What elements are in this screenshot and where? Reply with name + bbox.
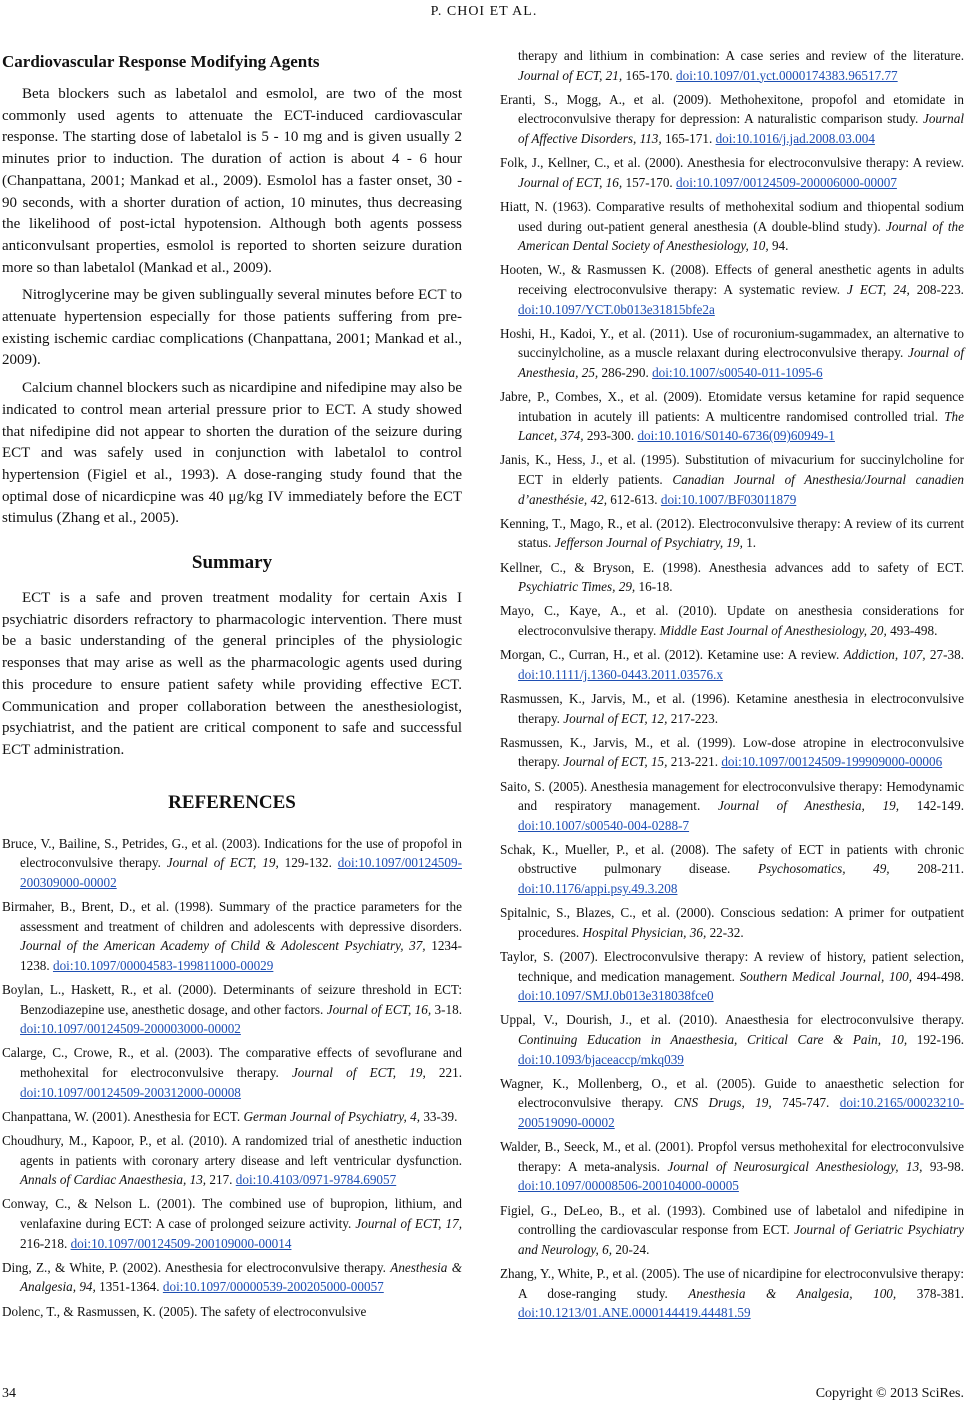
reference-entry (500, 1074, 964, 1133)
reference-text: Kenning, T., Mago, R., et al. (2012). Electroconvulsive therapy: A review of its current status. (500, 515, 964, 551)
reference-venue: Southern Medical Journal, 100, (739, 968, 913, 984)
section-heading: Cardiovascular Response Modifying Agents (2, 52, 320, 71)
reference-text: Jabre, P., Combes, X., et al. (2009). Etomidate versus ketamine for rapid sequence intubation in acutely ill patients: A multicentre randomised controlled trial. (500, 389, 964, 424)
reference-venue: Journal of Anesthesia, 19, (717, 798, 900, 814)
reference-text: Figiel, G., DeLeo, B., et al. (1993). Combined use of labetalol and nifedipine in controlling the cardiovascular response from ECT. (500, 1202, 964, 1238)
reference-entry (500, 903, 964, 942)
reference-text: Dolenc, T., & Rasmussen, K. (2005). The safety of electroconvulsive (2, 1303, 367, 1319)
doi-link[interactable]: doi:10.1097/00004583-199811000-00029 (52, 957, 274, 973)
reference-entry (2, 1302, 462, 1322)
reference-pages: 93-98. (922, 1158, 964, 1174)
reference-venue: Psychiatric Times, 29, (518, 579, 636, 595)
reference-venue: Journal of ECT, 15, (563, 754, 668, 770)
reference-text: Birmaher, B., Brent, D., et al. (1998). Summary of the practice parameters for the assessment and treatment of children and adolescents with depressive disorders. (2, 899, 462, 934)
reference-venue: Journal of Neurosurgical Anesthesiology, 13, (667, 1158, 923, 1174)
doi-link[interactable]: doi:10.1016/S0140-6736(09)60949-1 (637, 428, 835, 444)
reference-venue: Hospital Physician, 36, (582, 924, 707, 940)
reference-text: Ding, Z., & White, P. (2002). Anesthesia for electroconvulsive therapy. (2, 1259, 391, 1275)
reference-entry (500, 153, 964, 192)
reference-venue: Middle East Journal of Anesthesiology, 20, (659, 622, 887, 638)
reference-entry (500, 947, 964, 1006)
body-paragraph: Beta blockers such as labetalol and esmolol, are two of the most commonly used agents to attenuate the ECT-induced cardiovascular response. The starting dose of labetalol is 5 - 10 mg and is given usually 2 minutes prior to induction. The duration of action is about 4 - 6 hour (Chanpattana, 2001; Mankad et al., 2009). Esmolol has a faster onset, 30 - 90 seconds, with a shorter duration of action, 10 minutes, thus decreasing the likelihood of post-ictal hypotension. Although both agents possess anticonvulsant properties, esmolol is reported to shorten seizure duration more so than labetalol (Mankad et al., 2009). (2, 86, 462, 276)
reference-venue: Journal of the American Academy of Child & Adolescent Psychiatry, 37, (20, 938, 426, 954)
reference-pages: 27-38. (925, 647, 964, 663)
reference-entry (500, 645, 964, 684)
reference-pages: 221. (425, 1065, 463, 1080)
reference-venue: Anesthesia & Analgesia, 100, (688, 1285, 897, 1301)
reference-venue: Journal of ECT, 17, (355, 1215, 462, 1231)
reference-text: Eranti, S., Mogg, A., et al. (2009). Methohexitone, propofol and etomidate in electroconvulsive therapy for depression: A naturalistic comparison study. (500, 91, 964, 127)
reference-entry (500, 840, 964, 899)
reference-text: Choudhury, M., Kapoor, P., et al. (2010). A randomized trial of anesthetic induction agents in patients with coronary artery disease and left ventricular dysfunction. (2, 1132, 462, 1168)
reference-venue: Continuing Education in Anaesthesia, Critical Care & Pain, 10, (518, 1032, 908, 1047)
references-heading: REFERENCES (168, 791, 296, 813)
reference-entry (500, 1201, 964, 1260)
reference-pages: 192-196. (907, 1032, 964, 1047)
reference-pages: 3-18. (431, 1001, 462, 1017)
reference-text: Morgan, C., Curran, H., et al. (2012). Ketamine use: A review. (500, 647, 844, 663)
reference-venue: Addiction, 107, (843, 647, 926, 663)
reference-entry (500, 558, 964, 597)
doi-link[interactable]: doi:10.1007/s00540-004-0288-7 (518, 817, 690, 833)
reference-pages: 1. (742, 535, 757, 551)
reference-venue: J ECT, 24, (847, 281, 910, 297)
left-column (2, 46, 462, 1326)
copyright-notice: Copyright © 2013 SciRes. (815, 1386, 964, 1401)
page-number: 34 (2, 1386, 16, 1401)
reference-venue: Journal of ECT, 16, (518, 174, 623, 190)
body-paragraph: Calcium channel blockers such as nicardipine and nifedipine may also be indicated to control mean arterial pressure prior to ECT. A study showed that nifedipine did not appear to shorten the duration of the seizure during ECT and was safely used in conjunction with labetalol to control hypertension (Figiel et al., 1993). A dose-ranging study found that the optimal dose of nicardicpine was 40 μg/kg IV immediately before the ECT stimulus (Zhang et al., 2005). (2, 380, 462, 527)
doi-link[interactable]: doi:10.1213/01.ANE.0000144419.44481.59 (518, 1305, 751, 1321)
reference-pages: 286-290. (598, 364, 653, 380)
doi-link[interactable]: doi:10.1093/bjaceaccp/mkq039 (518, 1051, 684, 1067)
reference-text: Saito, S. (2005). Anesthesia management for electroconvulsive therapy: Hemodynamic and respiratory management. (500, 778, 964, 814)
reference-pages: 157-170. (622, 174, 677, 190)
doi-link[interactable]: doi:10.1097/00124509-200109000-00014 (70, 1235, 292, 1251)
reference-pages: 1351-1364. (95, 1279, 163, 1295)
reference-entry (500, 777, 964, 836)
reference-pages: 217. (206, 1172, 236, 1188)
reference-venue: Journal of Affective Disorders, 113, (518, 111, 964, 146)
reference-entry (500, 1264, 964, 1323)
reference-text: Spitalnic, S., Blazes, C., et al. (2000). Conscious sedation: A primer for outpatient procedures. (500, 905, 964, 940)
reference-entry (2, 1194, 462, 1253)
reference-entry (500, 601, 964, 640)
doi-link[interactable]: doi:10.4103/0971-9784.69057 (235, 1172, 397, 1188)
reference-venue: Canadian Journal of Anesthesia/Journal canadien d’anesthésie, 42, (518, 472, 964, 507)
reference-venue: Annals of Cardiac Anaesthesia, 13, (20, 1172, 207, 1188)
running-head: P. CHOI ET AL. (430, 4, 538, 19)
reference-venue: CNS Drugs, 19, (673, 1095, 772, 1111)
reference-entry (500, 689, 964, 728)
doi-link[interactable]: doi:10.1097/00124509-200309000-00002 (20, 855, 462, 890)
reference-text: Hooten, W., & Rasmussen K. (2008). Effects of general anesthetic agents in adults receiving electroconvulsive therapy: A systematic review. (500, 262, 964, 297)
doi-link[interactable]: doi:10.1007/s00540-011-1095-6 (652, 364, 823, 380)
reference-pages: 378-381. (896, 1285, 964, 1301)
reference-text: Kellner, C., & Bryson, E. (1998). Anesthesia advances add to safety of ECT. (500, 559, 964, 575)
reference-pages: 216-218. (20, 1235, 71, 1251)
doi-link[interactable]: doi:10.1176/appi.psy.49.3.208 (518, 881, 678, 897)
reference-text: Hiatt, N. (1963). Comparative results of methohexital sodium and thiopental sodium used during out-patient general anesthesia (A double-blind study). (500, 198, 964, 234)
reference-pages: 493-498. (886, 622, 938, 638)
reference-text: Zhang, Y., White, P., et al. (2005). The use of nicardipine for electroconvulsive therapy: A dose-ranging study. (500, 1265, 964, 1301)
reference-pages: 208-211. (889, 861, 964, 877)
reference-entry (500, 1010, 964, 1069)
reference-pages: 213-221. (667, 754, 722, 770)
doi-link[interactable]: doi:10.1007/BF03011879 (660, 491, 797, 507)
reference-entry (2, 834, 462, 893)
doi-link[interactable]: doi:10.1097/00124509-199909000-00006 (721, 754, 943, 770)
reference-entry (2, 980, 462, 1039)
reference-pages: 33-39. (420, 1108, 458, 1124)
reference-list-left (2, 834, 462, 1321)
doi-link[interactable]: doi:10.1097/00124509-200003000-00002 (20, 1021, 241, 1037)
reference-pages: 293-300. (583, 428, 638, 444)
reference-pages: 22-32. (706, 924, 744, 940)
reference-entry (2, 897, 462, 975)
doi-link[interactable]: doi:10.1097/SMJ.0b013e318038fce0 (518, 988, 714, 1004)
reference-venue: Journal of ECT, 12, (563, 710, 668, 726)
reference-text: Wagner, K., Mollenberg, O., et al. (2005). Guide to anaesthetic selection for electroconvulsive therapy. (500, 1075, 964, 1111)
reference-entry (500, 260, 964, 319)
reference-entry (500, 450, 964, 509)
reference-text: Boylan, L., Haskett, R., et al. (2000). Determinants of seizure threshold in ECT: Benzodiazepine use, anesthetic dosage, and other factors. (2, 982, 462, 1017)
reference-text: Walder, B., Seeck, M., et al. (2001). Propfol versus methohexital for electroconvulsive therapy: A meta-analysis. (500, 1139, 964, 1174)
reference-text: Hoshi, H., Kadoi, Y., et al. (2011). Use of rocuronium-sugammadex, an alternative to succinylcholine, as a muscle relaxant during electroconvulsive therapy. (500, 325, 964, 361)
reference-pages: 612-613. (607, 491, 661, 507)
reference-pages: 16-18. (635, 579, 673, 595)
reference-text: Taylor, S. (2007). Electroconvulsive therapy: A review of history, patient selection, technique, and medication management. (500, 949, 964, 984)
reference-text: Uppal, V., Dourish, J., et al. (2010). Anaesthesia for electroconvulsive therapy. (500, 1012, 964, 1028)
reference-venue: Anesthesia & Analgesia, 94, (20, 1259, 462, 1295)
reference-entry (500, 387, 964, 446)
doi-link[interactable]: doi:10.1097/00124509-200312000-00008 (20, 1084, 241, 1100)
reference-text: Mayo, C., Kaye, A., et al. (2010). Update on anesthesia considerations for electroconvulsive therapy. (500, 603, 964, 638)
reference-venue: Journal of ECT, 19, (166, 855, 279, 871)
reference-pages: 94. (768, 238, 789, 254)
summary-paragraph: ECT is a safe and proven treatment modality for certain Axis I psychiatric disorders refractory to pharmacologic intervention. There must be a basic understanding of the general principles of the physiologic responses that may arise as well as the pharmacologic agents used during this procedure to ensure patient safety while providing effective ECT. Communication and proper collaboration between the anesthesiologist, psychiatrist, and the patient are critical component to safe and successful ECT administration. (2, 590, 462, 758)
doi-link[interactable]: doi:10.1097/01.yct.0000174383.96517.77 (676, 67, 898, 83)
reference-venue: Journal of Geriatric Psychiatry and Neurology, 6, (518, 1222, 964, 1257)
reference-venue: Journal of ECT, 16, (326, 1001, 432, 1017)
reference-pages: 142-149. (899, 798, 964, 814)
reference-pages: 129-132. (278, 855, 338, 871)
reference-entry (2, 1258, 462, 1297)
reference-entry (500, 1137, 964, 1196)
reference-text: Rasmussen, K., Jarvis, M., et al. (1996). Ketamine anesthesia in electroconvulsive therapy. (500, 690, 964, 726)
reference-pages: 745-747. (771, 1095, 840, 1111)
reference-pages: 1234-1238. (20, 938, 462, 973)
reference-venue: Journal of ECT, 19, (291, 1065, 426, 1080)
reference-list-right (500, 46, 964, 1323)
reference-text: Calarge, C., Crowe, R., et al. (2003). The comparative effects of sevoflurane and methohexital for electroconvulsive therapy. (2, 1045, 462, 1080)
reference-entry (500, 46, 964, 85)
doi-link[interactable]: doi:10.1111/j.1360-0443.2011.03576.x (518, 666, 724, 682)
reference-text: Bruce, V., Bailine, S., Petrides, G., et al. (2003). Indications for the use of propofol in electroconvulsive therapy. (2, 835, 462, 871)
reference-venue: Journal of the American Dental Society of Anesthesiology, 10, (518, 218, 964, 254)
reference-pages: 208-223. (909, 281, 964, 297)
reference-text: Schak, K., Mueller, P., et al. (2008). The safety of ECT in patients with chronic obstructive pulmonary disease. (500, 841, 964, 877)
doi-link[interactable]: doi:10.1097/00008506-200104000-00005 (518, 1178, 739, 1194)
reference-entry (2, 1131, 462, 1190)
reference-text: Folk, J., Kellner, C., et al. (2000). Anesthesia for electroconvulsive therapy: A review. (500, 155, 964, 171)
reference-text: therapy and lithium in combination: A case series and review of the literature. (518, 48, 964, 63)
body-paragraph: Nitroglycerine may be given sublingually several minutes before ECT to attenuate hypertension especially for those patients suffering from pre-existing ischemic cardiac complications (Chanpattana, 2001; Mankad et al., 2009). (2, 287, 462, 369)
right-column (500, 46, 964, 1327)
reference-text: Conway, C., & Nelson L. (2001). The combined use of bupropion, lithium, and venlafaxine during ECT: A case of prolonged seizure activity. (2, 1196, 462, 1231)
summary-heading: Summary (191, 552, 273, 574)
reference-venue: German Journal of Psychiatry, 4, (243, 1108, 421, 1124)
doi-link[interactable]: doi:10.1097/00124509-200006000-00007 (676, 174, 897, 190)
doi-link[interactable]: doi:10.1097/YCT.0b013e31815bfe2a (518, 301, 715, 317)
reference-text: Janis, K., Hess, J., et al. (1995). Substitution of mivacurium for succinylcholine for ECT in elderly patients. (500, 452, 964, 488)
reference-pages: 494-498. (912, 968, 964, 984)
reference-text: Chanpattana, W. (2001). Anesthesia for ECT. (2, 1108, 244, 1124)
reference-venue: Journal of Anesthesia, 25, (518, 345, 964, 380)
reference-entry (500, 324, 964, 383)
reference-venue: The Lancet, 374, (518, 408, 964, 444)
doi-link[interactable]: doi:10.1097/00000539-200205000-00057 (162, 1279, 384, 1295)
reference-entry (2, 1107, 462, 1127)
reference-pages: 165-170. (622, 67, 677, 83)
reference-entry (500, 733, 964, 772)
reference-pages: 217-223. (667, 710, 719, 726)
reference-entry (500, 514, 964, 553)
reference-pages: 165-171. (661, 130, 716, 146)
reference-entry (500, 197, 964, 256)
reference-entry (500, 90, 964, 149)
reference-pages: 20-24. (612, 1241, 650, 1257)
doi-link[interactable]: doi:10.2165/00023210-200519090-00002 (518, 1095, 964, 1130)
reference-venue: Journal of ECT, 21, (518, 67, 623, 83)
reference-venue: Jefferson Journal of Psychiatry, 19, (554, 535, 743, 551)
reference-text: Rasmussen, K., Jarvis, M., et al. (1999). Low-dose atropine in electroconvulsive therapy. (500, 734, 964, 770)
reference-venue: Psychosomatics, 49, (757, 861, 890, 877)
reference-entry (2, 1043, 462, 1102)
doi-link[interactable]: doi:10.1016/j.jad.2008.03.004 (715, 130, 875, 146)
